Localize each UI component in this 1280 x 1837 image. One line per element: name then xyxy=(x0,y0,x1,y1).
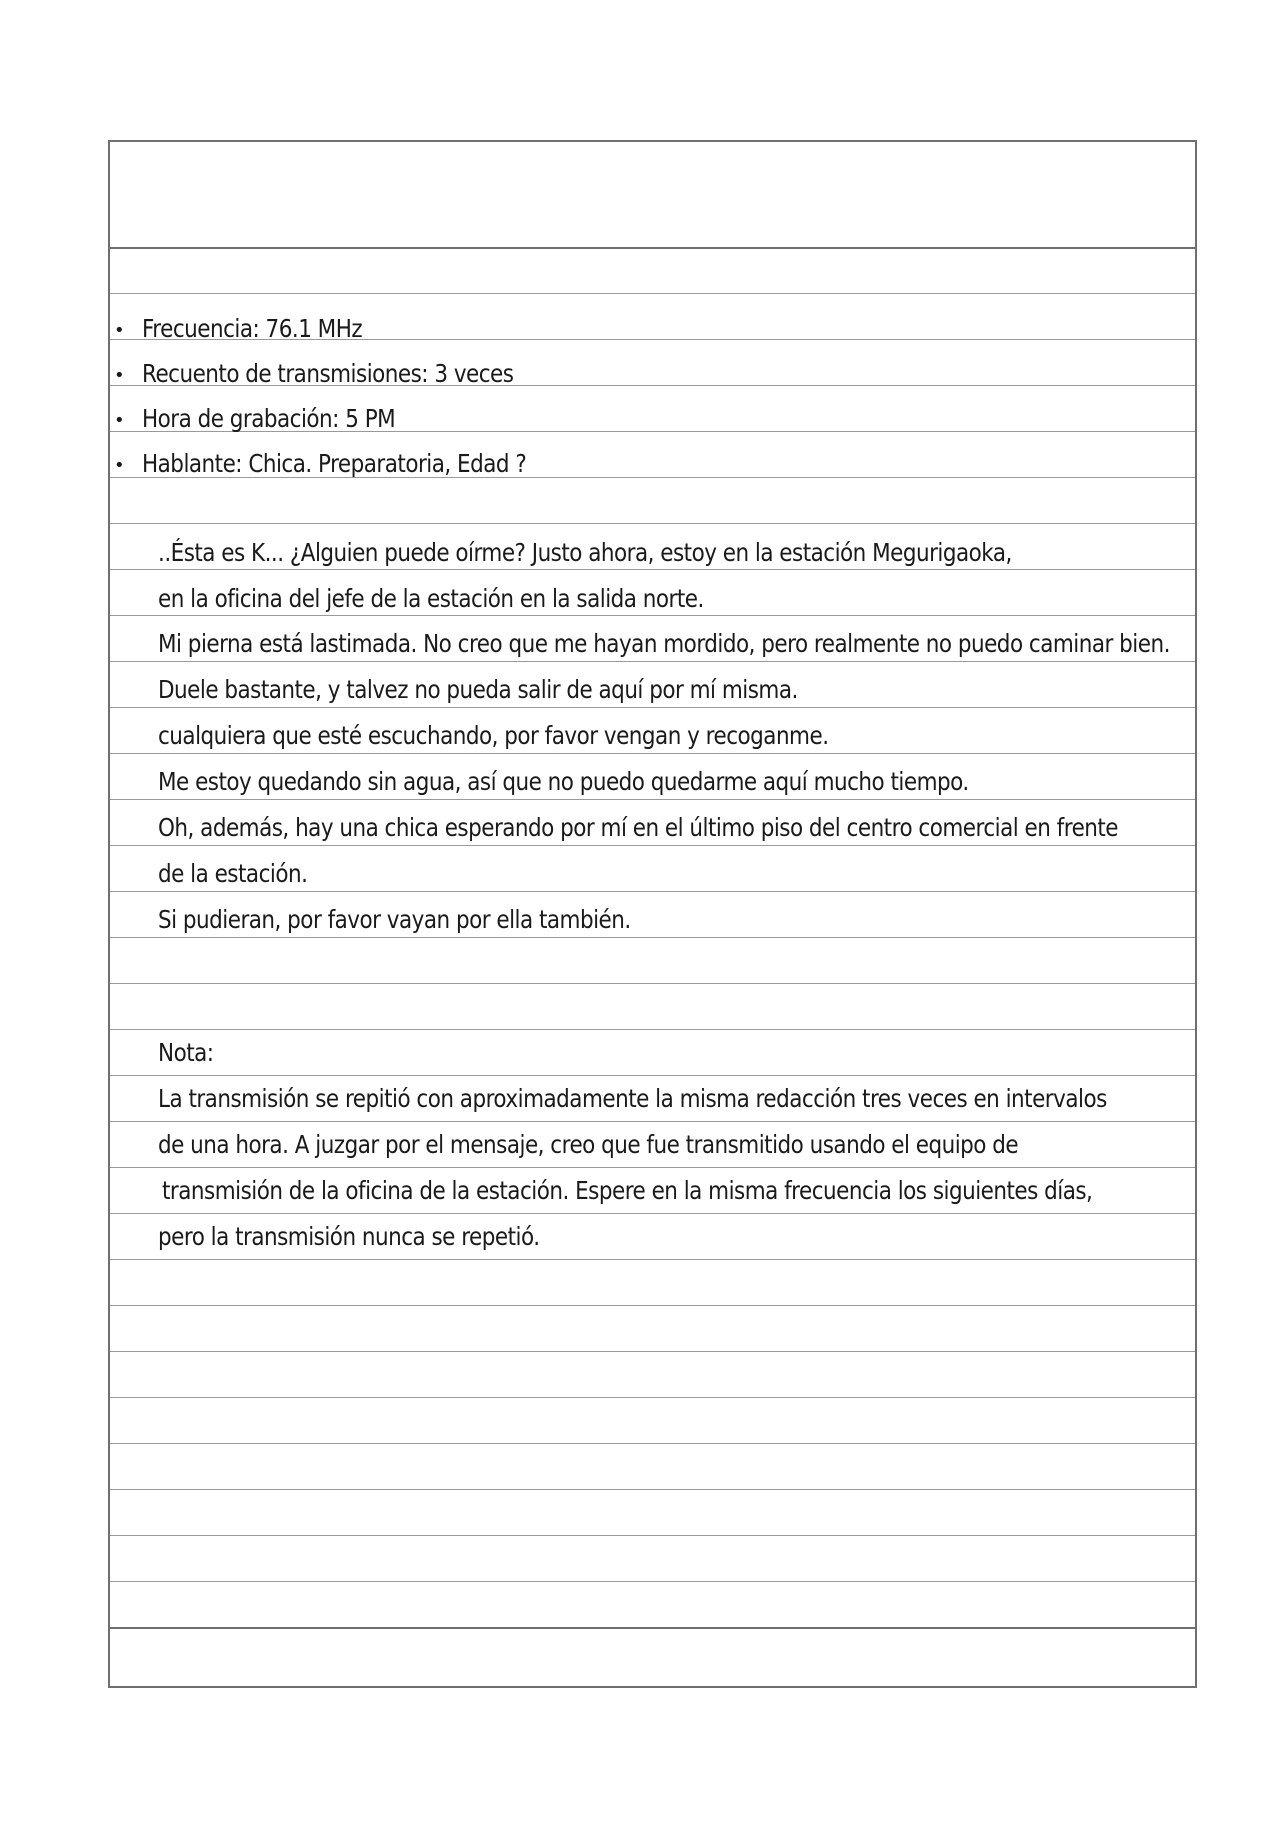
ruled-line xyxy=(110,1167,1195,1168)
ruled-line xyxy=(110,1397,1195,1398)
note-line: de una hora. A juzgar por el mensaje, creo que fue transmitido usando el equipo de xyxy=(158,1130,1019,1159)
lined-paper-sheet xyxy=(108,140,1197,1688)
ruled-line xyxy=(110,1029,1195,1030)
ruled-line xyxy=(110,891,1195,892)
ruled-line xyxy=(110,707,1195,708)
note-line: La transmisión se repitió con aproximadamente la misma redacción tres veces en intervalos xyxy=(158,1084,1107,1113)
ruled-line xyxy=(110,523,1195,524)
bullet-marker: • xyxy=(114,455,125,476)
detail-transmission-count: Recuento de transmisiones: 3 veces xyxy=(142,359,514,388)
detail-frequency: Frecuencia: 76.1 MHz xyxy=(142,314,363,343)
ruled-line xyxy=(110,1259,1195,1260)
note-line: pero la transmisión nunca se repetió. xyxy=(158,1222,540,1251)
ruled-line xyxy=(110,1075,1195,1076)
transcript-line: de la estación. xyxy=(158,859,308,888)
transcript-line: Me estoy quedando sin agua, así que no puedo quedarme aquí mucho tiempo. xyxy=(158,767,969,796)
ruled-line xyxy=(110,1535,1195,1536)
transcript-line: Mi pierna está lastimada. No creo que me hayan mordido, pero realmente no puedo caminar bien. xyxy=(158,629,1170,658)
ruled-line xyxy=(110,1213,1195,1214)
ruled-line xyxy=(110,1121,1195,1122)
detail-recording-time: Hora de grabación: 5 PM xyxy=(142,404,396,433)
ruled-line xyxy=(110,799,1195,800)
note-title: Nota: xyxy=(158,1038,214,1067)
ruled-line xyxy=(110,753,1195,754)
bullet-marker: • xyxy=(114,365,125,386)
bullet-marker: • xyxy=(114,410,125,431)
ruled-line xyxy=(110,661,1195,662)
ruled-line xyxy=(110,293,1195,294)
ruled-line xyxy=(110,1489,1195,1490)
bullet-marker: • xyxy=(114,320,125,341)
ruled-line xyxy=(110,569,1195,570)
header-rule xyxy=(110,247,1195,249)
transcript-line: en la oficina del jefe de la estación en la salida norte. xyxy=(158,584,704,613)
ruled-line xyxy=(110,1305,1195,1306)
ruled-line xyxy=(110,845,1195,846)
transcript-line: ..Ésta es K... ¿Alguien puede oírme? Justo ahora, estoy en la estación Megurigaoka, xyxy=(158,538,1012,567)
ruled-line xyxy=(110,1443,1195,1444)
note-line: transmisión de la oficina de la estación. Espere en la misma frecuencia los siguientes días, xyxy=(162,1176,1093,1205)
transcript-line: Oh, además, hay una chica esperando por mí en el último piso del centro comercial en frente xyxy=(158,813,1119,842)
detail-speaker: Hablante: Chica. Preparatoria, Edad ? xyxy=(142,449,527,478)
transcript-line: Si pudieran, por favor vayan por ella también. xyxy=(158,905,631,934)
ruled-line xyxy=(110,937,1195,938)
footer-rule xyxy=(110,1627,1195,1629)
ruled-line xyxy=(110,1351,1195,1352)
ruled-line xyxy=(110,983,1195,984)
transcript-line: cualquiera que esté escuchando, por favor vengan y recoganme. xyxy=(158,721,829,750)
transcript-line: Duele bastante, y talvez no pueda salir de aquí por mí misma. xyxy=(158,675,798,704)
ruled-line xyxy=(110,615,1195,616)
ruled-line xyxy=(110,1581,1195,1582)
